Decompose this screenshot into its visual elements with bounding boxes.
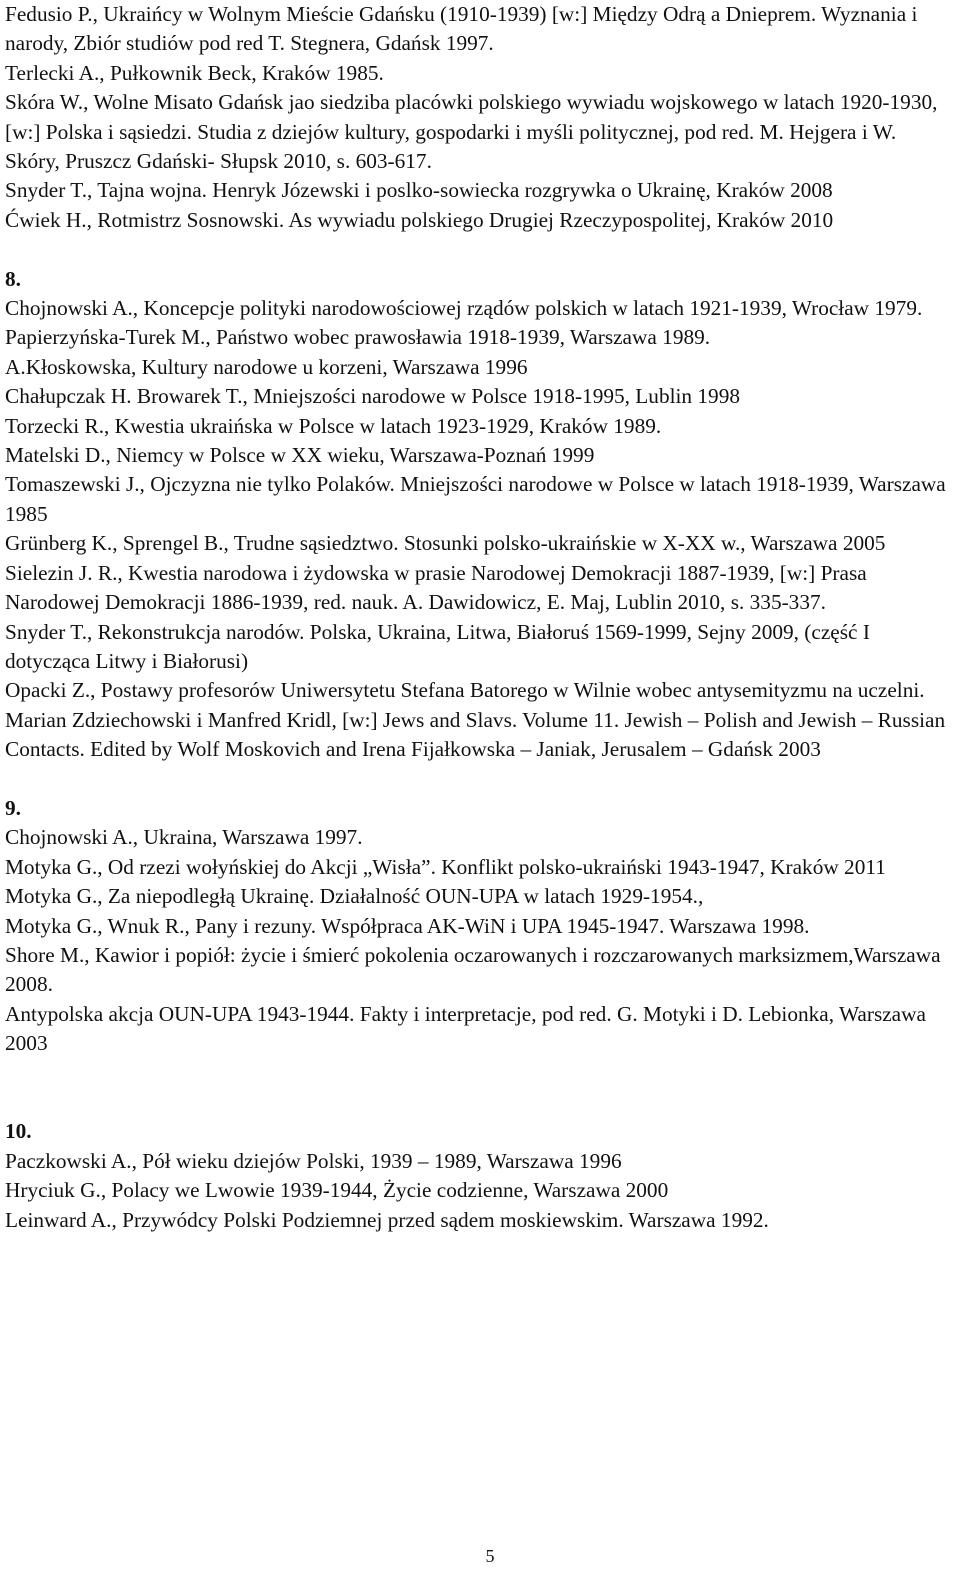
section-number: 9. (5, 795, 21, 820)
bibliography-entry: Snyder T., Tajna wojna. Henryk Józewski i poslko-sowiecka rozgrywka o Ukrainę, Kraków 2008 (5, 178, 833, 203)
bibliography-entry: Chałupczak H. Browarek T., Mniejszości narodowe w Polsce 1918-1995, Lublin 1998 (5, 384, 740, 409)
bibliography-entry: Opacki Z., Postawy profesorów Uniwersytetu Stefana Batorego w Wilnie wobec antysemityzmu na uczelni. Marian Zdziechowski i Manfred Kridl, [w:] Jews and Slavs. Volume 11. Jewish – Polish and Jewish – Russian Contacts. Edited by Wolf Moskovich and Irena Fijałkowska – Janiak, Jerusalem – Gdańsk 2003 (5, 678, 946, 762)
bibliography-entry: Tomaszewski J., Ojczyzna nie tylko Polaków. Mniejszości narodowe w Polsce w latach 1918-1939, Warszawa 1985 (5, 472, 946, 526)
bibliography-entry: Grünberg K., Sprengel B., Trudne sąsiedztwo. Stosunki polsko-ukraińskie w X-XX w., Warszawa 2005 (5, 531, 886, 556)
spacer (5, 1059, 953, 1118)
bibliography-entry: Papierzyńska-Turek M., Państwo wobec prawosławia 1918-1939, Warszawa 1989. (5, 325, 711, 350)
bibliography-entry: Leinward A., Przywódcy Polski Podziemnej przed sądem moskiewskim. Warszawa 1992. (5, 1207, 769, 1232)
bibliography-entry: Hryciuk G., Polacy we Lwowie 1939-1944, Życie codzienne, Warszawa 2000 (5, 1178, 669, 1203)
bibliography-entry: Chojnowski A., Ukraina, Warszawa 1997. (5, 825, 363, 850)
bibliography-entry: Snyder T., Rekonstrukcja narodów. Polska, Ukraina, Litwa, Białoruś 1569-1999, Sejny 2009, (część I dotycząca Litwy i Białorusi) (5, 619, 870, 673)
bibliography-entry: Skóra W., Wolne Misato Gdańsk jao siedziba placówki polskiego wywiadu wojskowego w latach 1920-1930, [w:] Polska i sąsiedzi. Studia z dziejów kultury, gospodarki i myśli politycznej, pod red. M. Hejgera i W. Skóry, Pruszcz Gdański- Słupsk 2010, s. 603-617. (5, 90, 938, 174)
bibliography-entry: Matelski D., Niemcy w Polsce w XX wieku, Warszawa-Poznań 1999 (5, 443, 595, 468)
bibliography-text (5, 0, 953, 1235)
bibliography-entry: Chojnowski A., Koncepcje polityki narodowościowej rządów polskich w latach 1921-1939, Wrocław 1979. (5, 296, 923, 321)
bibliography-entry: Antypolska akcja OUN-UPA 1943-1944. Fakty i interpretacje, pod red. G. Motyki i D. Lebionka, Warszawa 2003 (5, 1001, 926, 1056)
page-number: 5 (485, 1546, 495, 1566)
bibliography-entry: A.Kłoskowska, Kultury narodowe u korzeni, Warszawa 1996 (5, 354, 528, 379)
section-number: 10. (5, 1119, 32, 1144)
bibliography-entry: Fedusio P., Ukraińcy w Wolnym Mieście Gdańsku (1910-1939) [w:] Między Odrą a Dnieprem. Wyznania i narody, Zbiór studiów pod red T. Stegnera, Gdańsk 1997. (5, 2, 918, 56)
bibliography-entry: Motyka G., Od rzezi wołyńskiej do Akcji „Wisła”. Konflikt polsko-ukraiński 1943-1947, Kraków 2011 (5, 854, 886, 879)
bibliography-entry: Paczkowski A., Pół wieku dziejów Polski, 1939 – 1989, Warszawa 1996 (5, 1148, 622, 1173)
bibliography-entry: Motyka G., Za niepodległą Ukrainę. Działalność OUN-UPA w latach 1929-1954., (5, 884, 704, 909)
bibliography-entry: Motyka G., Wnuk R., Pany i rezuny. Współpraca AK-WiN i UPA 1945-1947. Warszawa 1998. (5, 913, 810, 938)
bibliography-entry: Ćwiek H., Rotmistrz Sosnowski. As wywiadu polskiego Drugiej Rzeczypospolitej, Kraków 2010 (5, 207, 834, 232)
section-number: 8. (5, 266, 21, 291)
bibliography-entry: Sielezin J. R., Kwestia narodowa i żydowska w prasie Narodowej Demokracji 1887-1939, [w:] Prasa Narodowej Demokracji 1886-1939, red. nauk. A. Dawidowicz, E. Maj, Lublin 2010, s. 335-337. (5, 560, 867, 615)
bibliography-entry: Torzecki R., Kwestia ukraińska w Polsce w latach 1923-1929, Kraków 1989. (5, 413, 662, 438)
spacer (5, 235, 953, 264)
bibliography-entry: Terlecki A., Pułkownik Beck, Kraków 1985. (5, 60, 384, 85)
bibliography-entry: Shore M., Kawior i popiół: życie i śmierć pokolenia oczarowanych i rozczarowanych marksizmem,Warszawa 2008. (5, 942, 941, 997)
spacer (5, 765, 953, 794)
